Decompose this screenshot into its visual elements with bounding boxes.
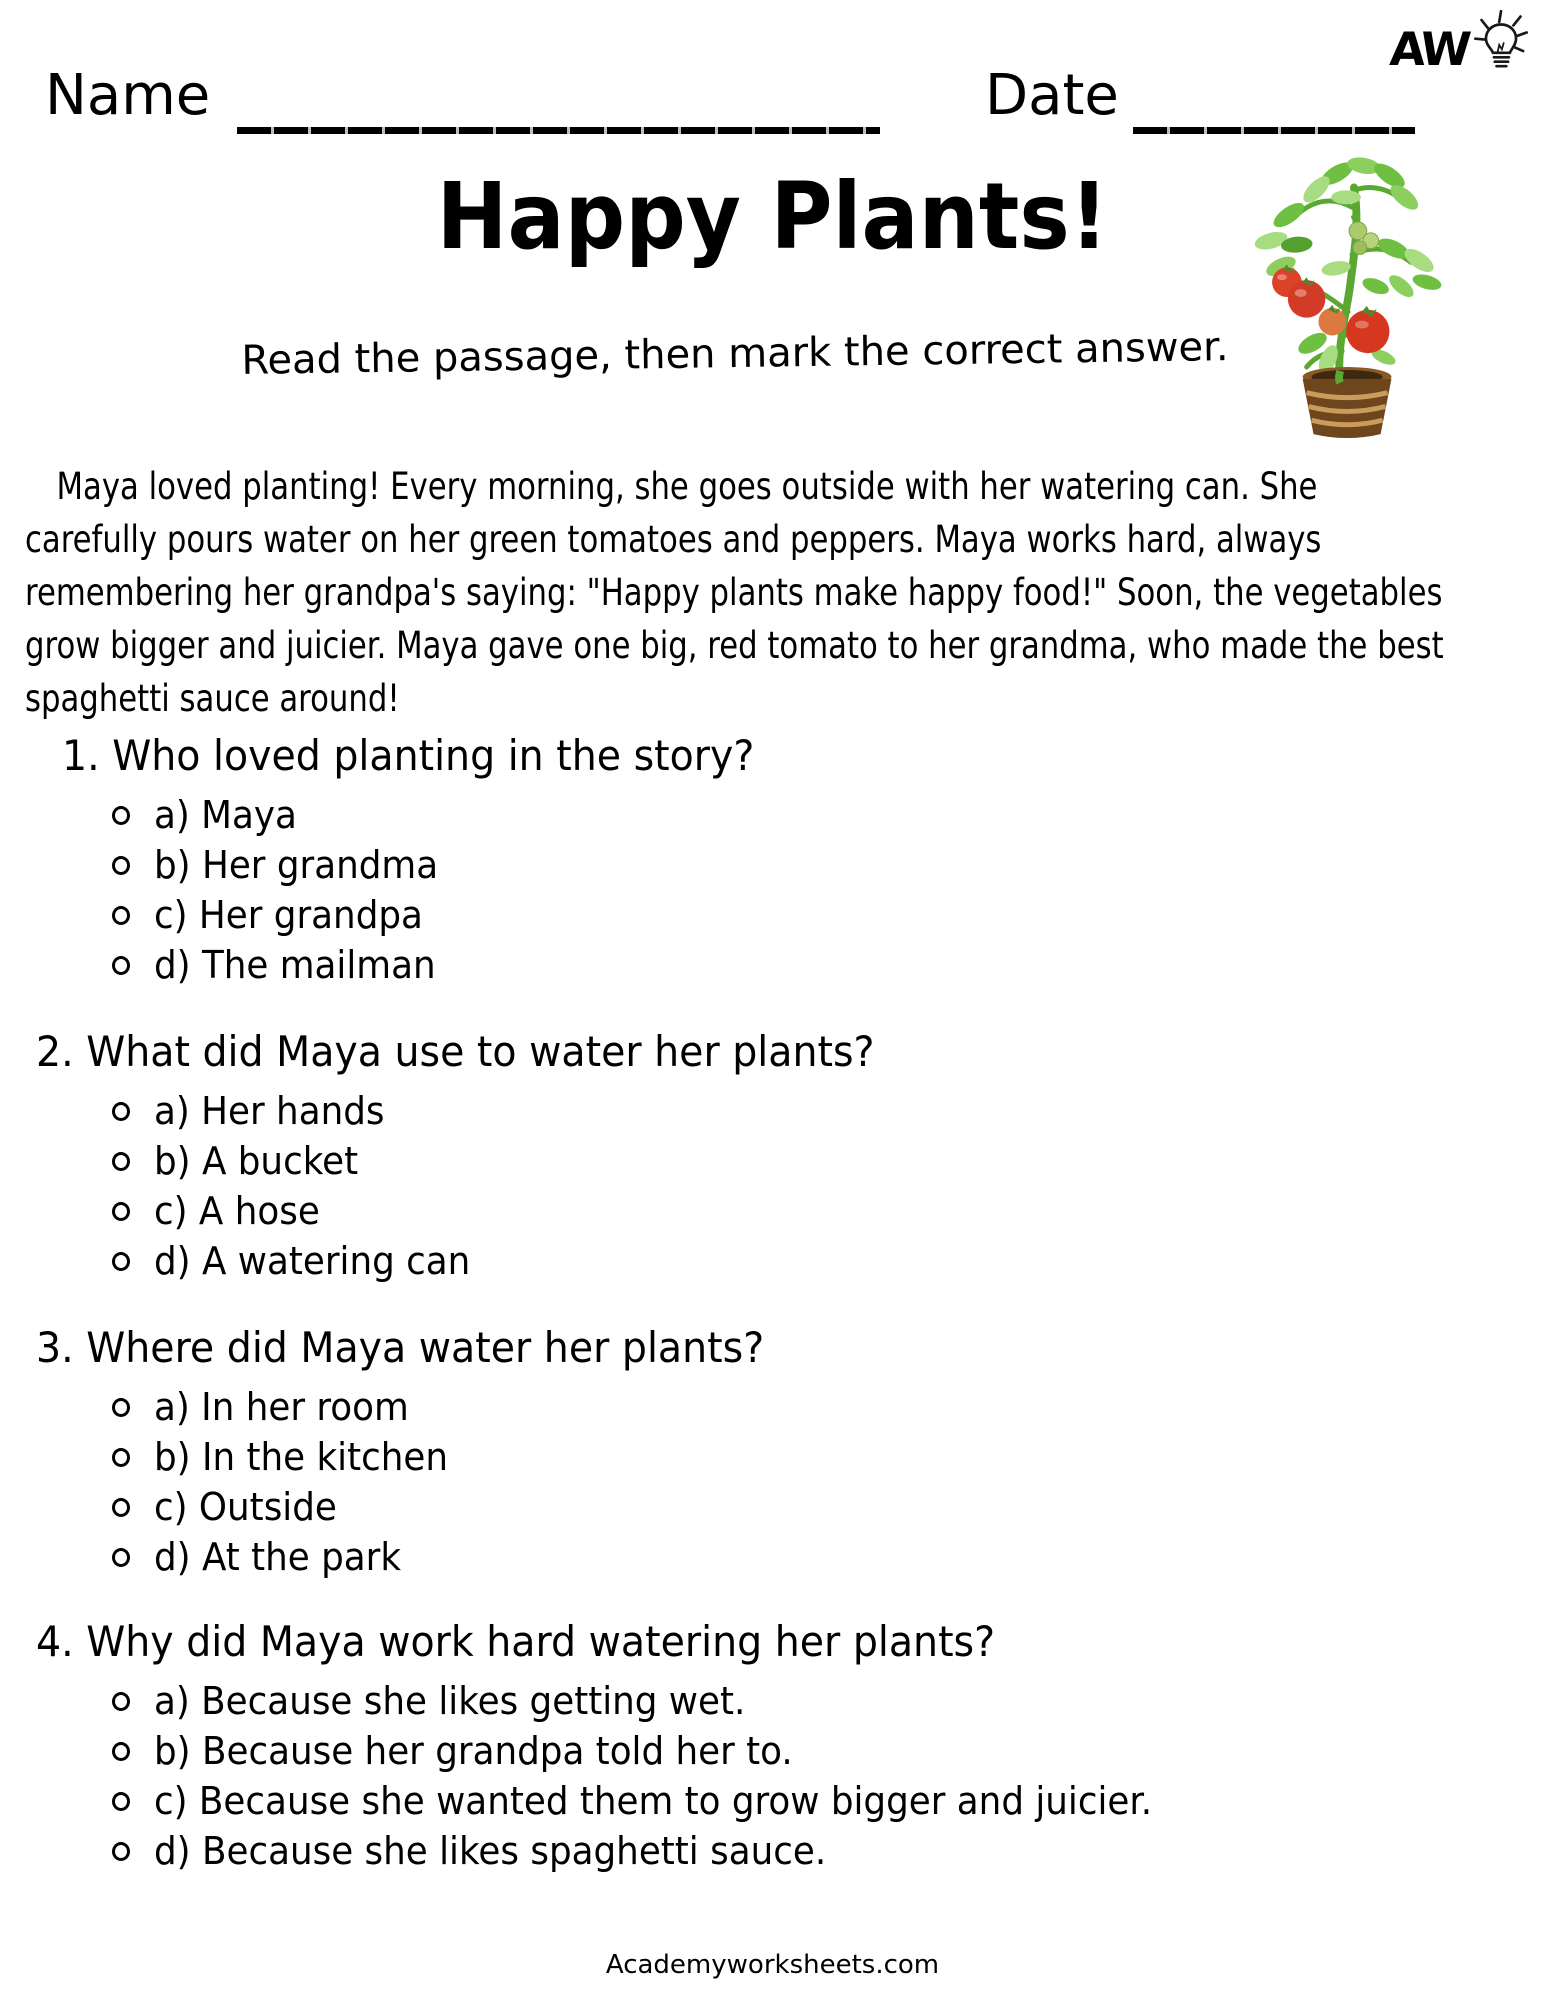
radio-circle-icon[interactable] — [112, 1252, 130, 1271]
name-label: Name — [45, 63, 211, 128]
aw-logo-text: AW — [1388, 22, 1471, 76]
option-label: a) In her room — [154, 1385, 409, 1429]
question-3-option-d[interactable] — [0, 1532, 1545, 1582]
question-4-option-c[interactable] — [0, 1776, 1545, 1826]
radio-circle-icon[interactable] — [112, 956, 130, 975]
tomato-plant-image — [1243, 146, 1461, 446]
radio-circle-icon[interactable] — [112, 1498, 130, 1517]
question-2 — [0, 1026, 1545, 1286]
question-4 — [0, 1616, 1545, 1876]
passage-line: Maya loved planting! Every morning, she goes outside with her watering can. She — [56, 465, 1318, 508]
passage-line: spaghetti sauce around! — [25, 677, 400, 720]
option-label: d) The mailman — [154, 943, 436, 987]
option-label: c) A hose — [154, 1189, 320, 1233]
question-3-option-b[interactable] — [0, 1432, 1545, 1482]
question-1-heading: 1. Who loved planting in the story? — [62, 731, 755, 780]
reading-passage — [25, 460, 1525, 725]
question-1-option-a[interactable] — [0, 790, 1545, 840]
option-label: c) Outside — [154, 1485, 337, 1529]
question-4-heading: 4. Why did Maya work hard watering her plants? — [36, 1617, 996, 1666]
option-label: a) Maya — [154, 793, 297, 837]
question-1-option-d[interactable] — [0, 940, 1545, 990]
question-2-option-a[interactable] — [0, 1086, 1545, 1136]
page-title: Happy Plants! — [436, 163, 1109, 270]
question-1 — [0, 730, 1545, 990]
radio-circle-icon[interactable] — [112, 1448, 130, 1467]
option-label: a) Her hands — [154, 1089, 385, 1133]
option-label: b) A bucket — [154, 1139, 359, 1183]
question-2-option-b[interactable] — [0, 1136, 1545, 1186]
radio-circle-icon[interactable] — [112, 1152, 130, 1171]
question-3-heading: 3. Where did Maya water her plants? — [36, 1323, 765, 1372]
option-label: d) At the park — [154, 1535, 402, 1579]
question-2-option-d[interactable] — [0, 1236, 1545, 1286]
radio-circle-icon[interactable] — [112, 1202, 130, 1221]
radio-circle-icon[interactable] — [112, 1398, 130, 1417]
passage-line: grow bigger and juicier. Maya gave one big, red tomato to her grandma, who made the best — [25, 624, 1444, 667]
footer-site-text: Academyworksheets.com — [605, 1950, 940, 1980]
question-1-option-c[interactable] — [0, 890, 1545, 940]
question-4-option-b[interactable] — [0, 1726, 1545, 1776]
radio-circle-icon[interactable] — [112, 1692, 130, 1711]
option-label: d) Because she likes spaghetti sauce. — [154, 1829, 827, 1873]
date-input-line[interactable] — [1133, 127, 1415, 134]
date-label: Date — [985, 63, 1119, 128]
lightbulb-icon — [1470, 8, 1532, 84]
option-label: b) Because her grandpa told her to. — [154, 1729, 793, 1773]
radio-circle-icon[interactable] — [112, 806, 130, 825]
question-2-heading: 2. What did Maya use to water her plants? — [36, 1027, 875, 1076]
option-label: b) Her grandma — [154, 843, 439, 887]
option-label: d) A watering can — [154, 1239, 471, 1283]
question-4-option-a[interactable] — [0, 1676, 1545, 1726]
radio-circle-icon[interactable] — [112, 856, 130, 875]
radio-circle-icon[interactable] — [112, 1742, 130, 1761]
radio-circle-icon[interactable] — [112, 1792, 130, 1811]
instructions-text: Read the passage, then mark the correct answer. — [241, 324, 1229, 384]
option-label: a) Because she likes getting wet. — [154, 1679, 746, 1723]
question-4-option-d[interactable] — [0, 1826, 1545, 1876]
radio-circle-icon[interactable] — [112, 1548, 130, 1567]
question-3-option-a[interactable] — [0, 1382, 1545, 1432]
question-3 — [0, 1322, 1545, 1582]
question-1-option-b[interactable] — [0, 840, 1545, 890]
question-3-option-c[interactable] — [0, 1482, 1545, 1532]
radio-circle-icon[interactable] — [112, 1842, 130, 1861]
option-label: c) Because she wanted them to grow bigger and juicier. — [154, 1779, 1153, 1823]
question-2-option-c[interactable] — [0, 1186, 1545, 1236]
option-label: b) In the kitchen — [154, 1435, 448, 1479]
option-label: c) Her grandpa — [154, 893, 423, 937]
passage-line: carefully pours water on her green tomatoes and peppers. Maya works hard, always — [25, 518, 1322, 561]
radio-circle-icon[interactable] — [112, 1102, 130, 1121]
aw-logo — [1390, 14, 1532, 84]
name-input-line[interactable] — [237, 127, 880, 134]
passage-line: remembering her grandpa's saying: "Happy plants make happy food!" Soon, the vegetables — [25, 571, 1443, 614]
radio-circle-icon[interactable] — [112, 906, 130, 925]
